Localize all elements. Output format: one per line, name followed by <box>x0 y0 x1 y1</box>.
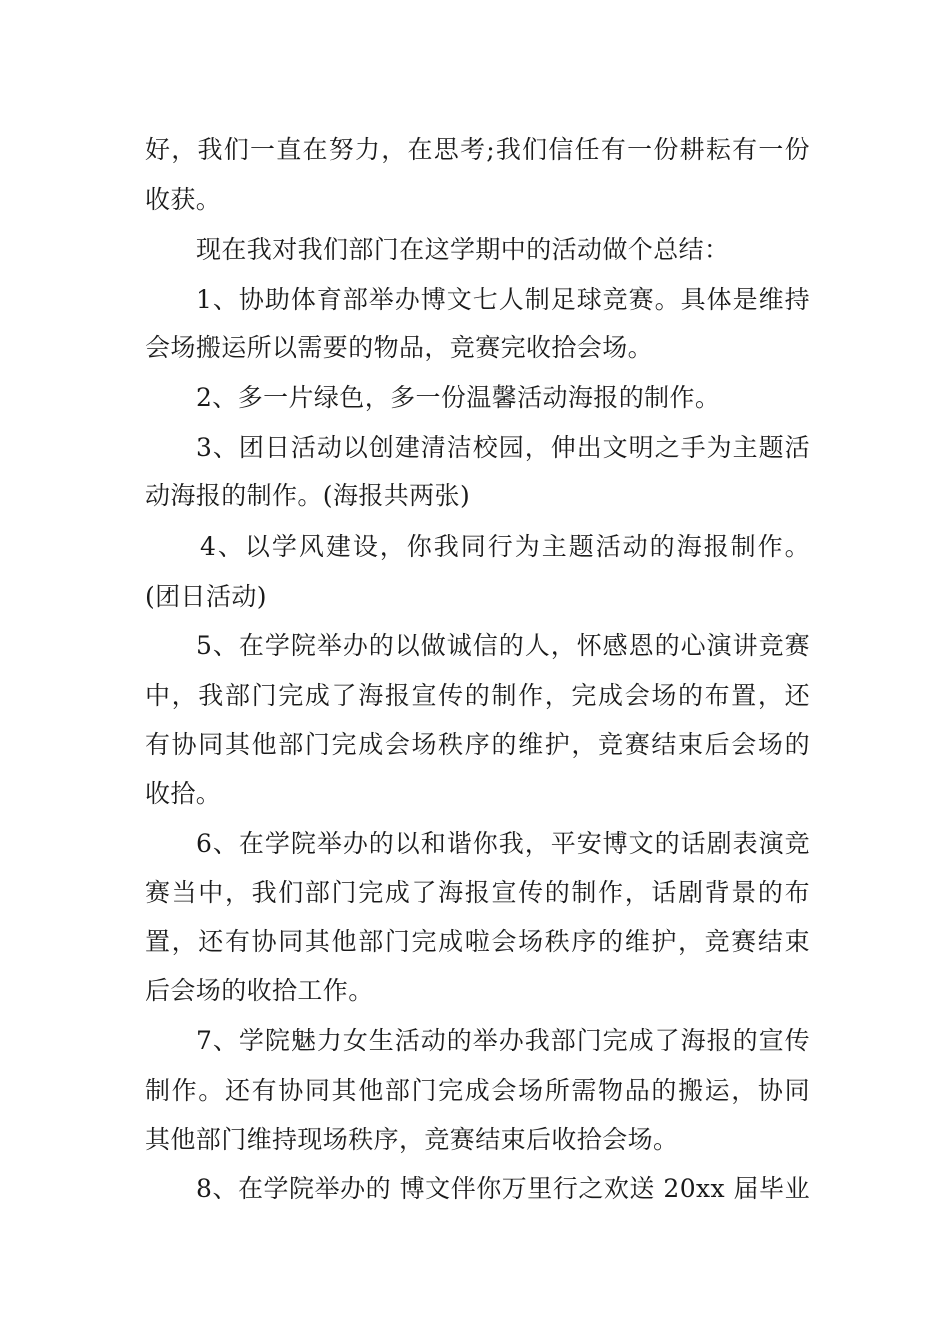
text-line: 5、在学院举办的以做诚信的人，怀感恩的心演讲竞赛 <box>196 631 810 660</box>
text-line: 现在我对我们部门在这学期中的活动做个总结： <box>196 235 730 264</box>
text-line: 制作。还有协同其他部门完成会场所需物品的搬运，协同 <box>145 1076 810 1105</box>
text-line: 好，我们一直在努力，在思考;我们信任有一份耕耘有一份 <box>145 135 810 164</box>
text-line: (团日活动) <box>145 582 267 611</box>
text-line: 收拾。 <box>145 779 222 808</box>
text-line: 动海报的制作。(海报共两张) <box>145 481 471 510</box>
text-line: 3、团日活动以创建清洁校园，伸出文明之手为主题活 <box>196 433 810 462</box>
text-line: 会场搬运所以需要的物品，竞赛完收拾会场。 <box>145 333 654 362</box>
text-line: 1、协助体育部举办博文七人制足球竞赛。具体是维持 <box>196 285 810 314</box>
text-line: 置，还有协同其他部门完成啦会场秩序的维护，竞赛结束 <box>145 927 810 956</box>
text-line: 中，我部门完成了海报宣传的制作，完成会场的布置，还 <box>145 681 810 710</box>
text-line: 4、以学风建设，你我同行为主题活动的海报制作。 <box>200 532 810 561</box>
text-line: 有协同其他部门完成会场秩序的维护，竞赛结束后会场的 <box>145 730 810 759</box>
text-line: 后会场的收拾工作。 <box>145 976 374 1005</box>
text-line: 7、学院魅力女生活动的举办我部门完成了海报的宣传 <box>196 1026 810 1055</box>
text-line: 其他部门维持现场秩序，竞赛结束后收拾会场。 <box>145 1125 679 1154</box>
text-line: 赛当中，我们部门完成了海报宣传的制作，话剧背景的布 <box>145 878 810 907</box>
text-line: 2、多一片绿色，多一份温馨活动海报的制作。 <box>196 383 721 412</box>
text-line: 收获。 <box>145 185 222 214</box>
text-line: 8、在学院举办的 博文伴你万里行之欢送 20xx 届毕业 <box>196 1174 810 1203</box>
text-line: 6、在学院举办的以和谐你我，平安博文的话剧表演竞 <box>196 829 810 858</box>
